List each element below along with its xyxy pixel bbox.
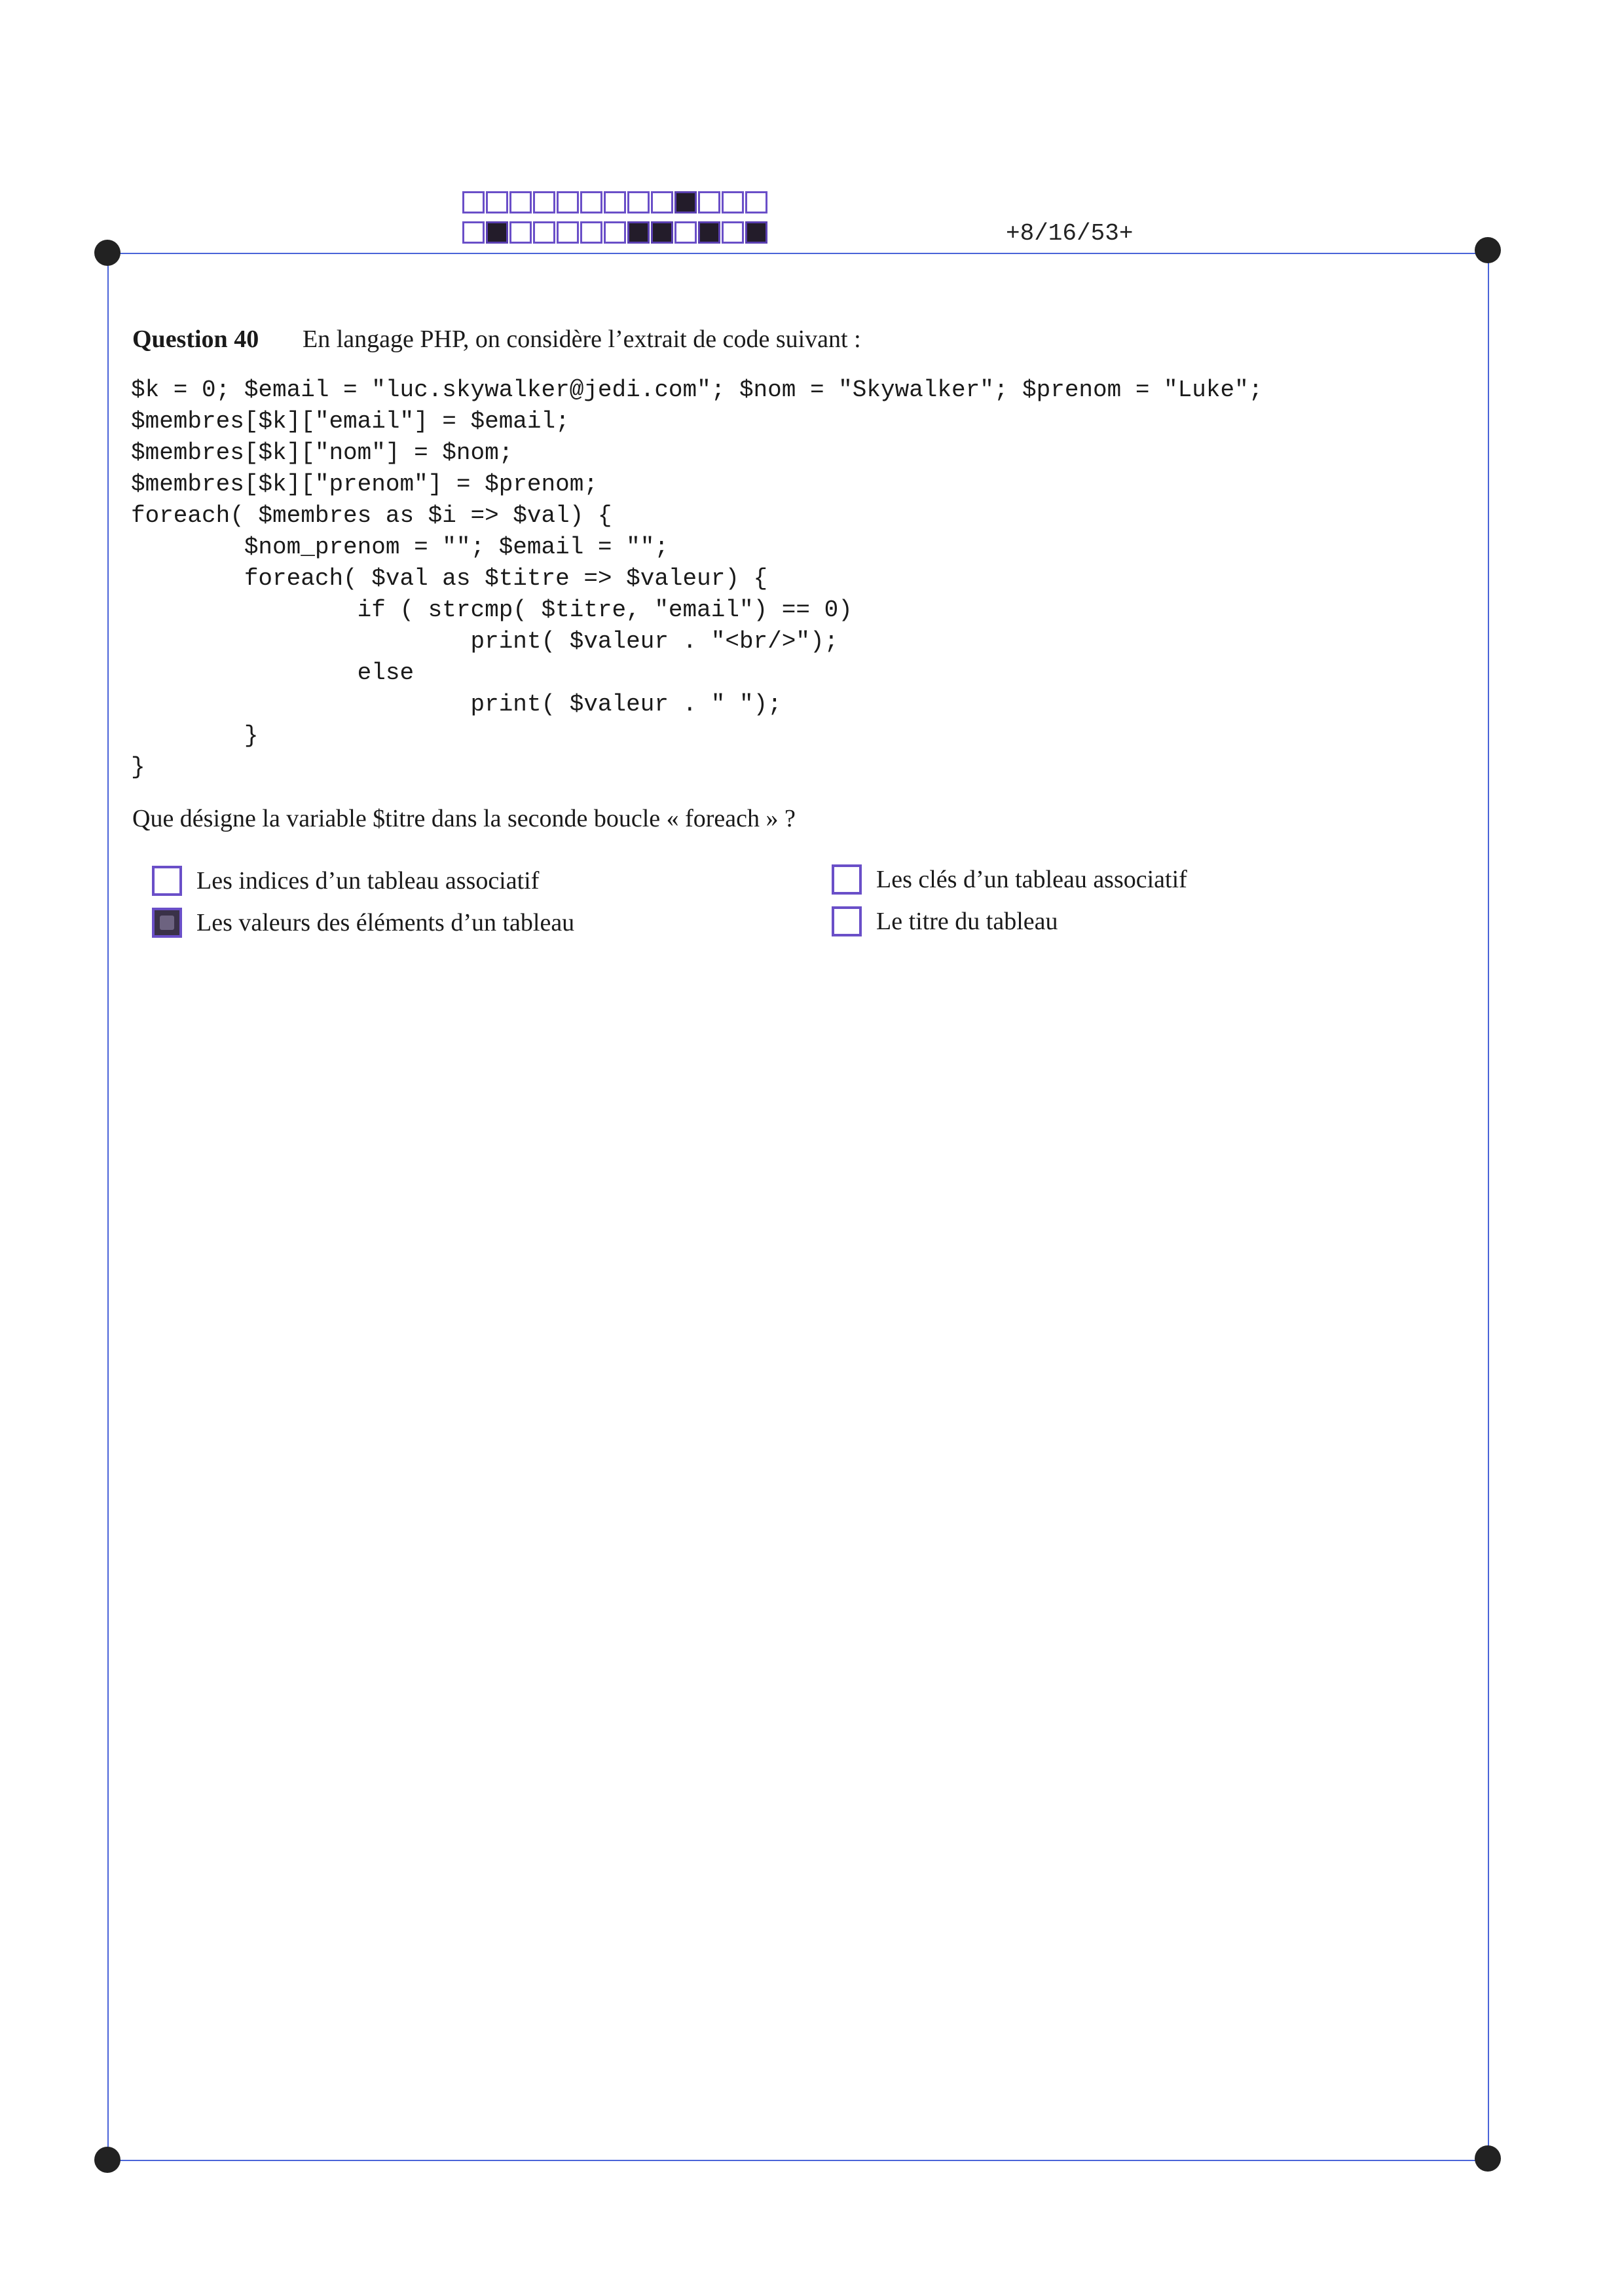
id-box xyxy=(462,221,485,244)
id-box xyxy=(745,221,767,244)
frame-right-line xyxy=(1488,253,1489,2160)
frame-left-line xyxy=(107,253,109,2160)
id-box xyxy=(651,191,673,213)
id-box xyxy=(509,191,532,213)
id-box xyxy=(580,191,602,213)
id-box xyxy=(674,191,697,213)
id-box xyxy=(722,221,744,244)
answer-label-2: Les clés d’un tableau associatif xyxy=(876,866,1187,893)
id-box xyxy=(604,191,626,213)
answer-option-4[interactable] xyxy=(832,906,1058,936)
id-box xyxy=(486,191,508,213)
id-box xyxy=(557,221,579,244)
id-box xyxy=(698,191,720,213)
id-box xyxy=(533,221,555,244)
id-box xyxy=(674,221,697,244)
id-box xyxy=(627,191,650,213)
frame-top-line xyxy=(107,253,1489,254)
answer-checkbox-1[interactable] xyxy=(152,866,182,896)
id-box xyxy=(627,221,650,244)
page-code: +8/16/53+ xyxy=(1006,220,1134,247)
id-box xyxy=(745,191,767,213)
id-box xyxy=(604,221,626,244)
id-code-row-2 xyxy=(462,221,767,244)
answer-checkbox-2[interactable] xyxy=(832,864,862,895)
question-intro: En langage PHP, on considère l’extrait de code suivant : xyxy=(303,325,861,353)
id-box xyxy=(722,191,744,213)
answer-label-4: Le titre du tableau xyxy=(876,908,1058,935)
id-box xyxy=(651,221,673,244)
answer-label-1: Les indices d’un tableau associatif xyxy=(196,867,540,895)
id-code-row-1 xyxy=(462,191,767,213)
corner-mark-bottom-right xyxy=(1475,2145,1501,2172)
code-block: $k = 0; $email = "luc.skywalker@jedi.com"; $nom = "Skywalker"; $prenom = "Luke"; $membres[$k]["email"] = $email; $membres[$k]["nom"] = $nom; $membres[$k]["prenom"] = $prenom; foreach( $membres as $i => $val) { $nom_prenom = ""; $email = ""; foreach( $val as $titre => $valeur) { if ( strcmp( $titre, "email") == 0) print( $valeur . "<br/>"); else print( $valeur . " "); } } xyxy=(131,377,1263,781)
frame-bottom-line xyxy=(107,2160,1489,2161)
id-box xyxy=(486,221,508,244)
corner-mark-bottom-left xyxy=(94,2147,120,2173)
id-box xyxy=(557,191,579,213)
id-box xyxy=(509,221,532,244)
id-box xyxy=(698,221,720,244)
answer-option-1[interactable] xyxy=(152,866,539,896)
question-header xyxy=(132,325,861,354)
id-box xyxy=(533,191,555,213)
corner-mark-top-left xyxy=(94,240,120,266)
answer-checkbox-3[interactable] xyxy=(152,908,182,938)
answer-option-2[interactable] xyxy=(832,864,1187,895)
question-label: Question 40 xyxy=(132,325,259,353)
question-prompt: Que désigne la variable $titre dans la seconde boucle « foreach » ? xyxy=(132,805,796,832)
answer-label-3: Les valeurs des éléments d’un tableau xyxy=(196,909,575,936)
corner-mark-top-right xyxy=(1475,237,1501,263)
answer-option-3[interactable] xyxy=(152,908,574,938)
id-box xyxy=(462,191,485,213)
answer-checkbox-4[interactable] xyxy=(832,906,862,936)
id-box xyxy=(580,221,602,244)
